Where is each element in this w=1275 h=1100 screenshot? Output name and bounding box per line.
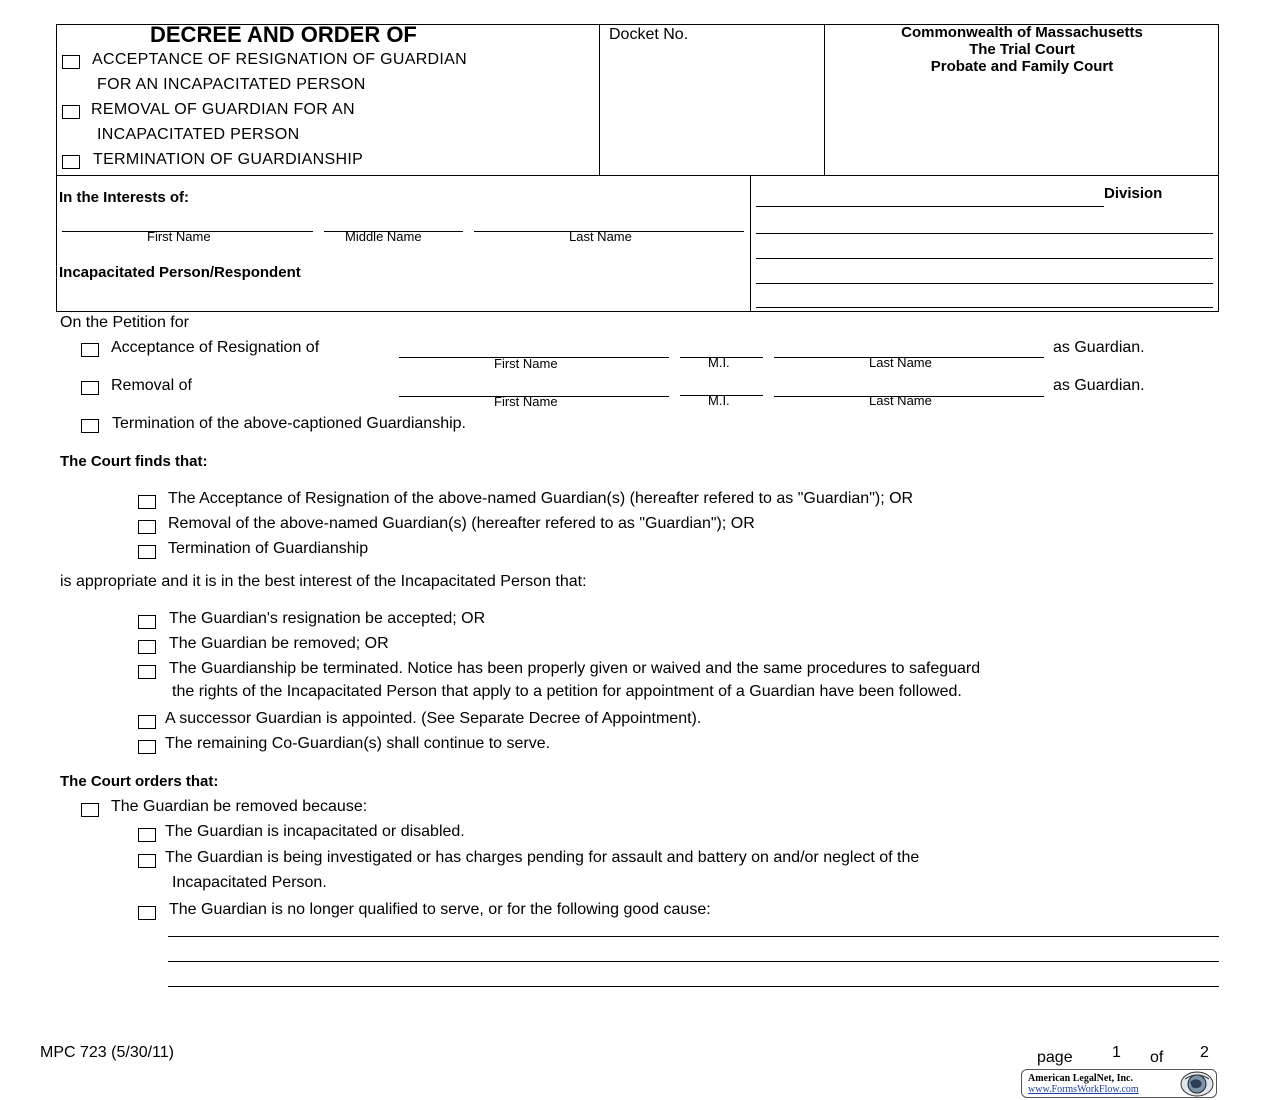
guardian-removed-checkbox[interactable] bbox=[81, 803, 99, 817]
appropriate-text: is appropriate and it is in the best interest of the Incapacitated Person that: bbox=[60, 573, 587, 590]
petition-acceptance-label: Acceptance of Resignation of bbox=[111, 339, 320, 356]
good-cause-line-1[interactable] bbox=[168, 936, 1219, 937]
finding-removal-checkbox[interactable] bbox=[138, 520, 156, 534]
page-total: 2 bbox=[1200, 1044, 1209, 1061]
interest-removed-checkbox[interactable] bbox=[138, 640, 156, 654]
docket-label: Docket No. bbox=[609, 26, 689, 43]
header-option-acceptance: ACCEPTANCE OF RESIGNATION OF GUARDIAN bbox=[92, 51, 467, 68]
logo-url: www.FormsWorkFlow.com bbox=[1028, 1084, 1139, 1095]
petition-termination-label: Termination of the above-captioned Guardianship. bbox=[112, 415, 466, 432]
division-line[interactable] bbox=[756, 206, 1104, 207]
reason-investigated-text-cont: Incapacitated Person. bbox=[172, 874, 327, 891]
page-label: page bbox=[1037, 1049, 1073, 1066]
last-name-caption: Last Name bbox=[569, 229, 632, 244]
division-extra-line-3[interactable] bbox=[756, 283, 1213, 284]
acceptance-first-name-caption: First Name bbox=[494, 356, 558, 371]
logo-company-name: American LegalNet, Inc. bbox=[1028, 1073, 1133, 1084]
header-option-removal: REMOVAL OF GUARDIAN FOR AN bbox=[91, 101, 355, 118]
caption-box bbox=[56, 175, 1219, 312]
court-name-2: The Trial Court bbox=[969, 41, 1075, 58]
orders-heading: The Court orders that: bbox=[60, 773, 219, 790]
acceptance-mi-caption: M.I. bbox=[708, 355, 730, 370]
reason-good-cause-text: The Guardian is no longer qualified to serve, or for the following good cause: bbox=[169, 901, 711, 918]
first-name-caption: First Name bbox=[147, 229, 211, 244]
court-name-3: Probate and Family Court bbox=[930, 58, 1114, 75]
finding-acceptance-checkbox[interactable] bbox=[138, 495, 156, 509]
finding-acceptance-text: The Acceptance of Resignation of the above-named Guardian(s) (hereafter refered to as "Guardian"); OR bbox=[168, 490, 914, 507]
middle-name-caption: Middle Name bbox=[345, 229, 422, 244]
petition-termination-checkbox[interactable] bbox=[81, 419, 99, 433]
removal-last-name-caption: Last Name bbox=[869, 393, 932, 408]
header-option-termination: TERMINATION OF GUARDIANSHIP bbox=[93, 151, 364, 168]
globe-icon bbox=[1179, 1071, 1215, 1097]
reason-incapacitated-text: The Guardian is incapacitated or disabled. bbox=[165, 823, 465, 840]
good-cause-line-3[interactable] bbox=[168, 986, 1219, 987]
interest-resignation-text: The Guardian's resignation be accepted; OR bbox=[169, 610, 486, 627]
form-id: MPC 723 (5/30/11) bbox=[40, 1044, 174, 1061]
header-option-removal-cont: INCAPACITATED PERSON bbox=[97, 126, 300, 143]
petition-removal-checkbox[interactable] bbox=[81, 381, 99, 395]
header-option-acceptance-cont: FOR AN INCAPACITATED PERSON bbox=[97, 76, 366, 93]
finding-termination-text: Termination of Guardianship bbox=[168, 540, 369, 557]
interest-removed-text: The Guardian be removed; OR bbox=[169, 635, 389, 652]
interest-terminated-text: The Guardianship be terminated. Notice has been properly given or waived and the same procedures to safeguard bbox=[169, 660, 981, 677]
successor-guardian-checkbox[interactable] bbox=[138, 715, 156, 729]
reason-investigated-checkbox[interactable] bbox=[138, 854, 156, 868]
removal-as-guardian: as Guardian. bbox=[1053, 377, 1145, 394]
removal-guardian-checkbox[interactable] bbox=[62, 105, 80, 119]
page-number: 1 bbox=[1112, 1044, 1121, 1061]
reason-investigated-text: The Guardian is being investigated or has charges pending for assault and battery on and/or neglect of the bbox=[165, 849, 920, 866]
termination-guardianship-checkbox[interactable] bbox=[62, 155, 80, 169]
interest-terminated-text-cont: the rights of the Incapacitated Person that apply to a petition for appointment of a Guardian have been followed. bbox=[172, 683, 962, 700]
reason-good-cause-checkbox[interactable] bbox=[138, 906, 156, 920]
petition-removal-label: Removal of bbox=[111, 377, 192, 394]
good-cause-line-2[interactable] bbox=[168, 961, 1219, 962]
interest-terminated-checkbox[interactable] bbox=[138, 665, 156, 679]
removal-first-name-caption: First Name bbox=[494, 394, 558, 409]
legalnet-logo[interactable] bbox=[1021, 1069, 1217, 1098]
division-extra-line-2[interactable] bbox=[756, 258, 1213, 259]
guardian-removed-text: The Guardian be removed because: bbox=[111, 798, 368, 815]
acceptance-last-name-caption: Last Name bbox=[869, 355, 932, 370]
division-label: Division bbox=[1104, 185, 1163, 202]
findings-heading: The Court finds that: bbox=[60, 453, 208, 470]
removal-mi-caption: M.I. bbox=[708, 393, 730, 408]
interest-resignation-checkbox[interactable] bbox=[138, 615, 156, 629]
finding-termination-checkbox[interactable] bbox=[138, 545, 156, 559]
acceptance-as-guardian: as Guardian. bbox=[1053, 339, 1145, 356]
petition-intro: On the Petition for bbox=[60, 314, 189, 331]
acceptance-resignation-checkbox[interactable] bbox=[62, 55, 80, 69]
interests-label: In the Interests of: bbox=[59, 189, 190, 206]
division-extra-line-4[interactable] bbox=[756, 307, 1213, 308]
finding-removal-text: Removal of the above-named Guardian(s) (hereafter refered to as "Guardian"); OR bbox=[168, 515, 755, 532]
court-name-1: Commonwealth of Massachusetts bbox=[901, 24, 1143, 41]
header-divider-2 bbox=[824, 24, 825, 176]
co-guardian-text: The remaining Co-Guardian(s) shall continue to serve. bbox=[165, 735, 551, 752]
header-divider-1 bbox=[599, 24, 600, 176]
co-guardian-checkbox[interactable] bbox=[138, 740, 156, 754]
petition-acceptance-checkbox[interactable] bbox=[81, 343, 99, 357]
form-title: DECREE AND ORDER OF bbox=[150, 22, 417, 47]
caption-divider bbox=[750, 175, 751, 312]
successor-guardian-text: A successor Guardian is appointed. (See Separate Decree of Appointment). bbox=[165, 710, 702, 727]
respondent-label: Incapacitated Person/Respondent bbox=[59, 264, 301, 281]
of-label: of bbox=[1150, 1049, 1164, 1066]
reason-incapacitated-checkbox[interactable] bbox=[138, 828, 156, 842]
division-extra-line-1[interactable] bbox=[756, 233, 1213, 234]
